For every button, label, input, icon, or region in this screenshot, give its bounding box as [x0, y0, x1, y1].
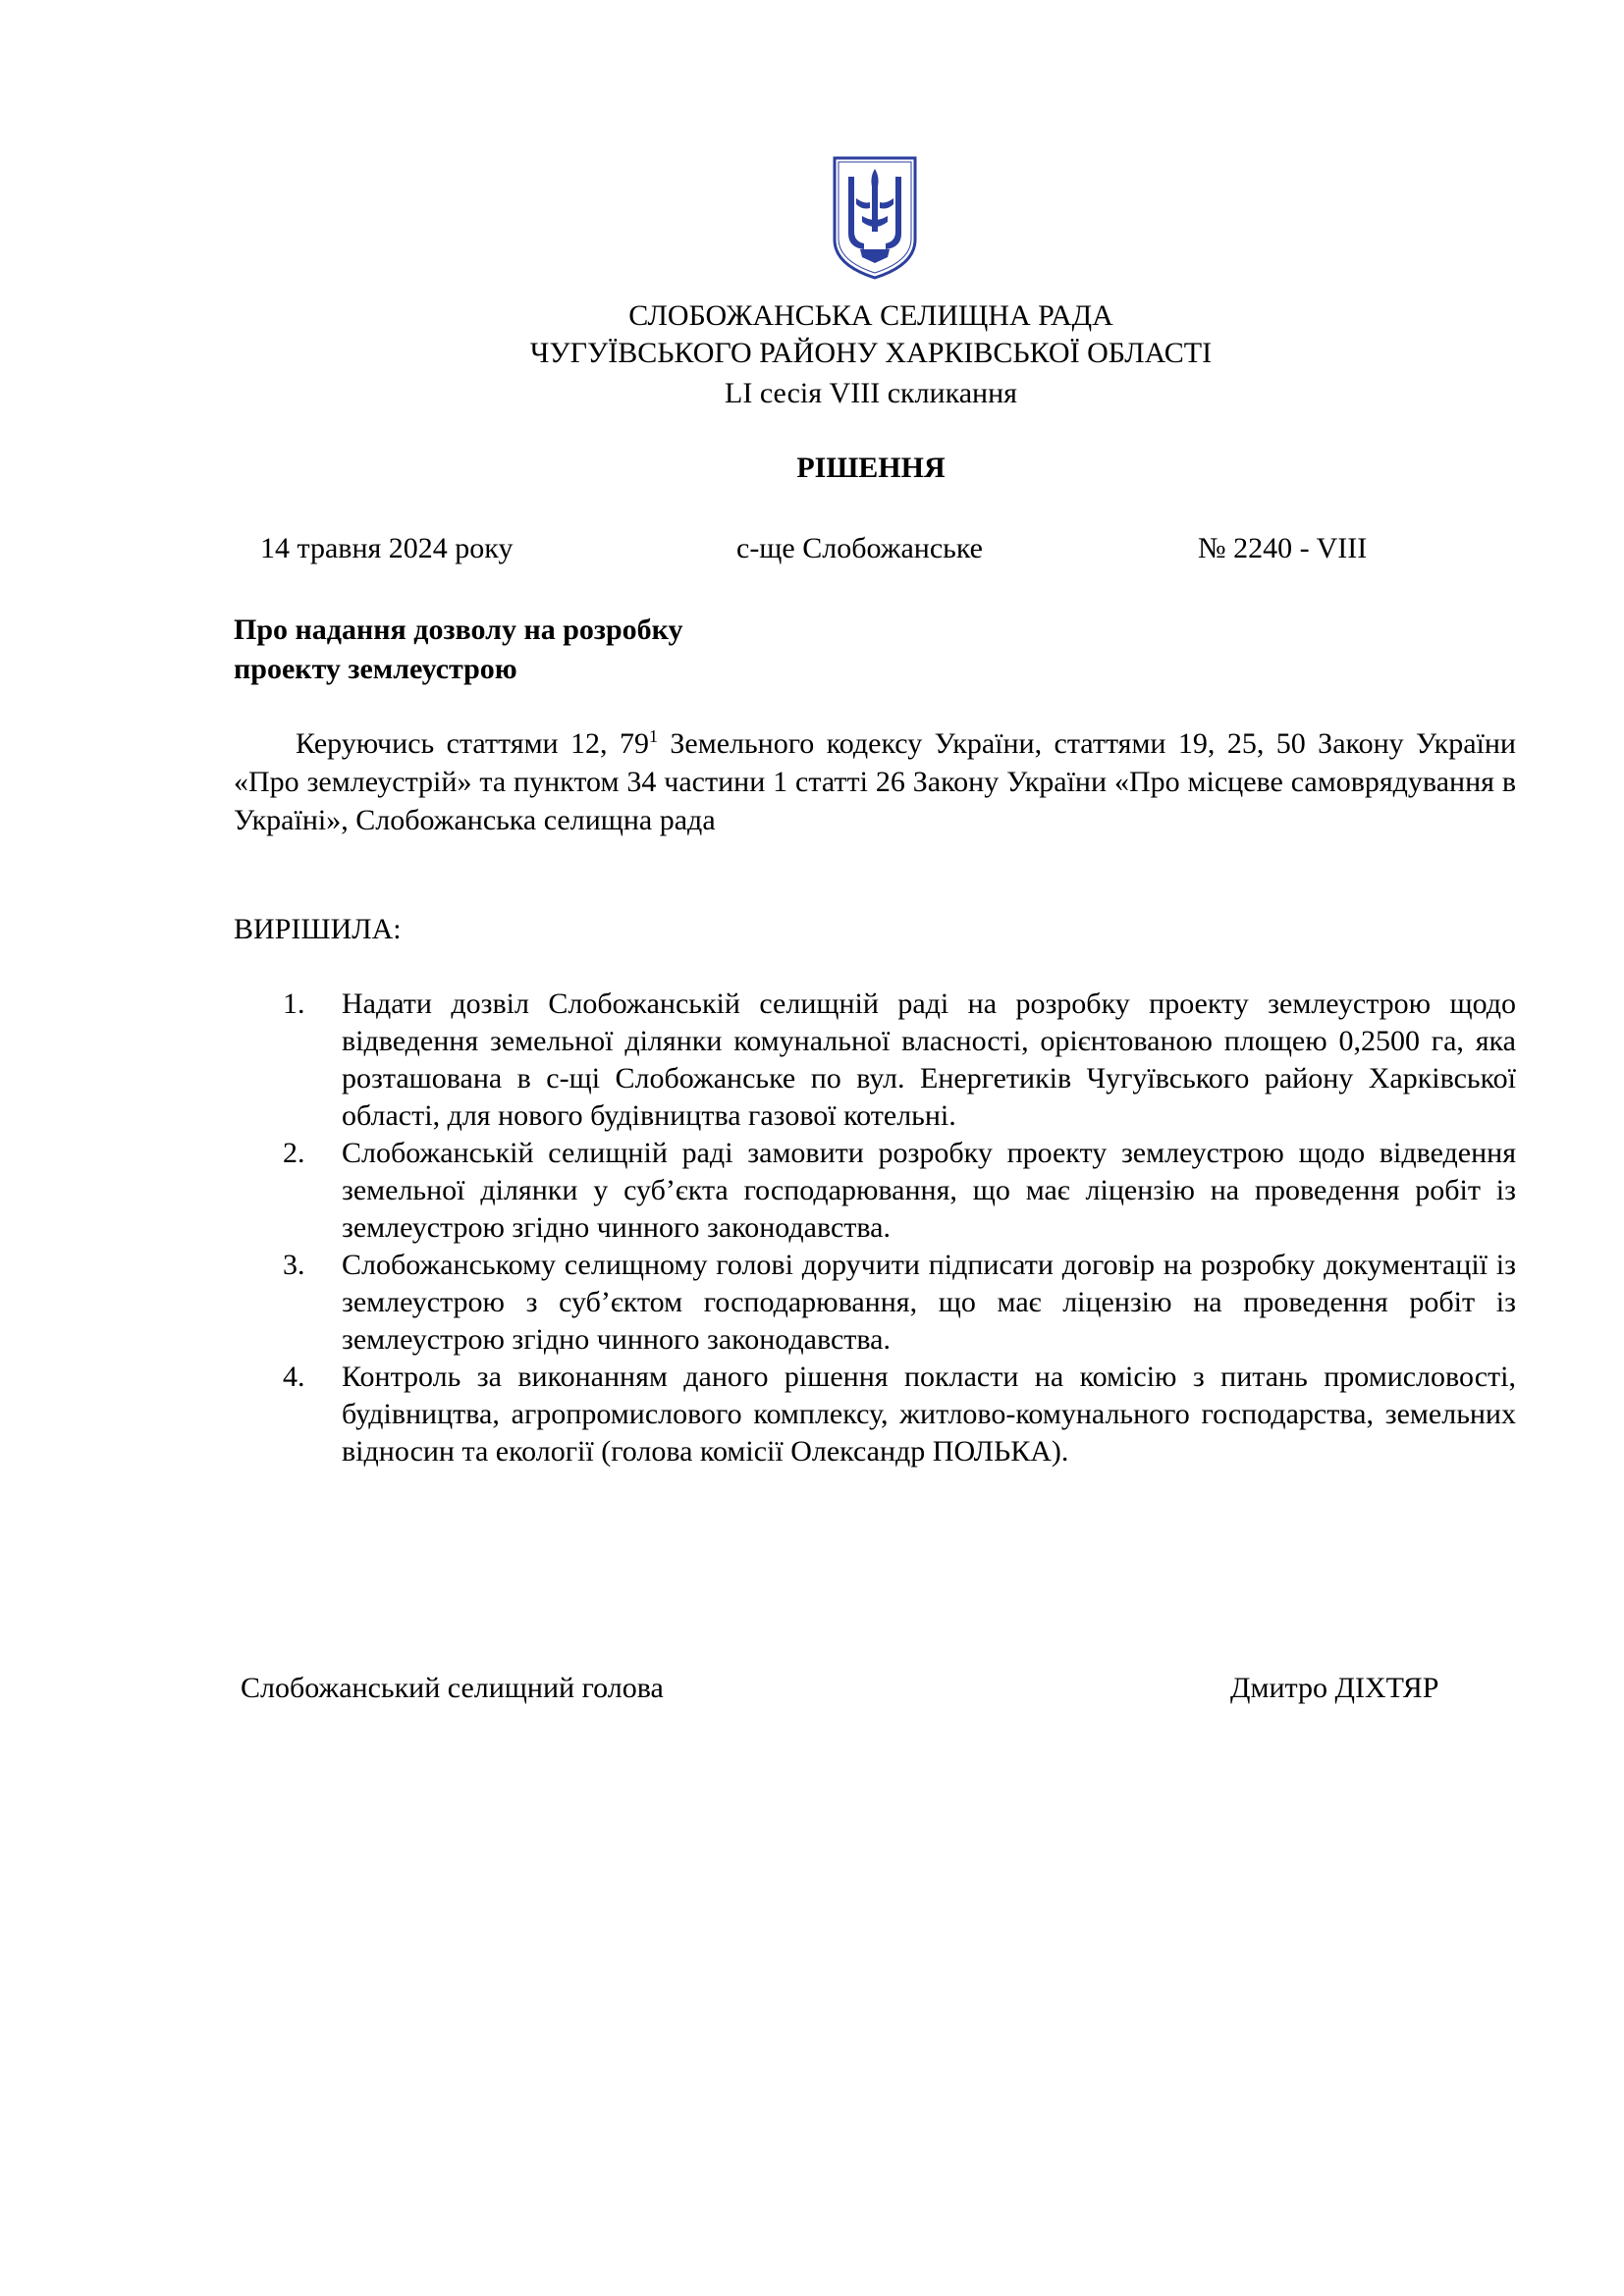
- subject-line: проекту землеустрою: [234, 653, 517, 685]
- council-district: ЧУГУЇВСЬКОГО РАЙОНУ ХАРКІВСЬКОЇ ОБЛАСТІ: [529, 337, 1213, 369]
- document-date: 14 травня 2024 року: [260, 532, 514, 564]
- document-number: № 2240 - VIII: [1198, 532, 1368, 564]
- signatory-position: Слобожанський селищний голова: [241, 1672, 664, 1704]
- preamble-superscript: 1: [648, 726, 658, 746]
- subject-line: Про надання дозволу на розробку: [234, 614, 683, 646]
- signatory-name: Дмитро ДІХТЯР: [1230, 1672, 1439, 1704]
- council-name: СЛОБОЖАНСЬКА СЕЛИЩНА РАДА: [628, 299, 1113, 332]
- decision-item: [234, 1247, 1516, 1359]
- preamble-text: Керуючись статтями 12, 79: [296, 727, 649, 760]
- document-title: РІШЕННЯ: [796, 452, 946, 484]
- decision-item-text: Надати дозвіл Слобожанській селищній раді на розробку проекту землеустрою щодо відведення земельної ділянки комунальної власності, орієнтованою площею 0,2500 га, яка розташована в с-щі Слобожанське по вул. Енергетиків Чугуївського району Харківської області, для нового будівництва газової котельні.: [342, 988, 1516, 1132]
- decision-item-text: Слобожанській селищній раді замовити розробку проекту землеустрою щодо відведення земельної ділянки у суб’єкта господарювання, що має ліцензію на проведення робіт із землеустрою згідно чинного законодавства.: [342, 1137, 1516, 1244]
- decision-item-number: 3.: [283, 1249, 305, 1281]
- decision-item-text: Слобожанському селищному голові доручити підписати договір на розробку документації із землеустрою з суб’єктом господарювання, що має ліцензію на проведення робіт із землеустрою згідно чинного законодавства.: [342, 1249, 1516, 1356]
- decision-item: [234, 1359, 1516, 1470]
- ukraine-trident-coat-of-arms-icon: [831, 155, 919, 281]
- decision-items-list: [234, 986, 1516, 1470]
- decision-item-number: 2.: [283, 1137, 305, 1169]
- session-line: LI сесія VIII скликання: [725, 377, 1017, 409]
- decision-item-number: 1.: [283, 988, 305, 1020]
- decision-item: [234, 986, 1516, 1135]
- document-subject: [234, 611, 683, 689]
- decision-item-number: 4.: [283, 1361, 305, 1393]
- decision-item-text: Контроль за виконанням даного рішення покласти на комісію з питань промисловості, будівництва, агропромислового комплексу, житлово-комунального господарства, земельних відносин та екології (голова комісії Олександр ПОЛЬКА).: [342, 1361, 1516, 1468]
- resolved-label: ВИРІШИЛА:: [234, 913, 402, 945]
- decision-item: [234, 1135, 1516, 1247]
- document-place: с-ще Слобожанське: [736, 532, 983, 564]
- preamble-text: Земельного кодексу України, статтями 19, 25, 50 Закону України «Про землеустрій» та пунктом 34 частини 1 статті 26 Закону України «Про місцеве самоврядування в Україні», Слобожанська селищна рада: [234, 727, 1516, 836]
- preamble-paragraph: [234, 724, 1516, 839]
